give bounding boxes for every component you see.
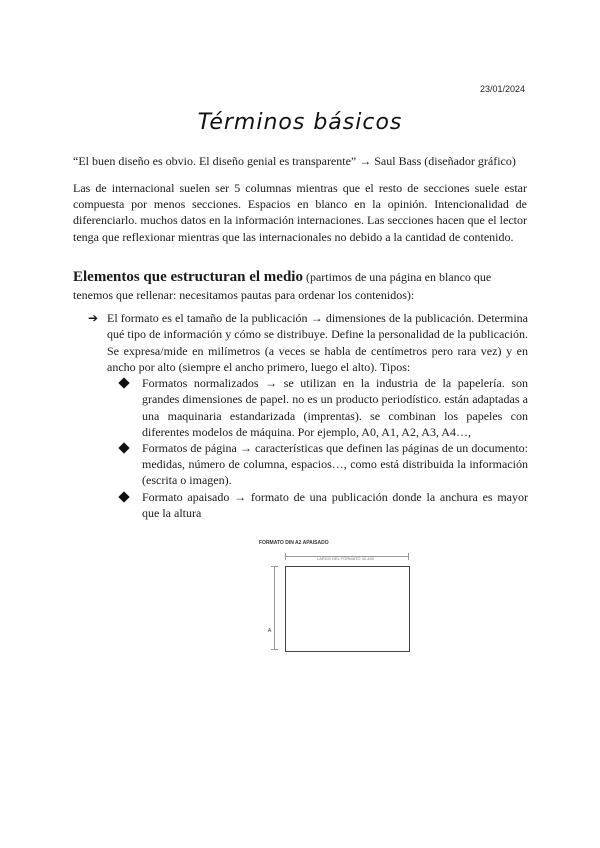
intro-paragraph: Las de internacional suelen ser 5 columnas mientras que el resto de secciones suele estar compuesta por menos secciones. Espacios en blanco en la opinión. Intencionalidad de diferenciarlo. muchos datos en la información internaciones. Las secciones hacen que el lector tenga que reflexionar mientras que las internacionales no debido a la cantidad de contenido. xyxy=(73,181,527,244)
sublist-item-text: Formatos normalizados → se utilizan en la industria de la papelería. son grandes dimensiones de papel. no es un producto periodístico. están adaptadas a una maquinaria estandarizada (imprentas). se combinan los papeles con diferentes modelos de máquina. Por ejemplo, A0, A1, A2, A3, A4…, xyxy=(142,376,528,439)
sublist-item-text: Formato apaisado → formato de una publicación donde la anchura es mayor que la altura xyxy=(142,489,528,520)
format-types-sublist xyxy=(107,375,528,521)
height-dimension-line xyxy=(274,566,275,650)
format-list xyxy=(88,310,528,521)
sublist-item xyxy=(117,489,528,521)
landscape-sheet-rectangle xyxy=(285,566,410,652)
arrow-bullet-icon: ➔ xyxy=(88,311,99,325)
document-date: 23/01/2024 xyxy=(479,84,525,94)
section-heading-title: Elementos que estructuran el medio xyxy=(73,269,303,285)
landscape-format-figure xyxy=(255,536,415,656)
section-heading-description: (partimos de una página en blanco que tenemos que rellenar: necesitamos pautas para ordenar los contenidos): xyxy=(73,270,492,302)
sublist-item-text: Formatos de página → características que definen las páginas de un documento: medidas, número de columna, espacios…, como está distribuida la información (escrita o imagen). xyxy=(142,441,528,488)
section-heading xyxy=(73,268,529,304)
diamond-bullet-icon xyxy=(118,442,129,453)
list-item xyxy=(88,310,528,521)
diamond-bullet-icon xyxy=(118,491,129,502)
sublist-item xyxy=(117,440,528,489)
sublist-item xyxy=(117,375,528,440)
page-title: Términos básicos xyxy=(197,110,403,135)
width-dimension-label: LARGO DEL FORMATO 42-400 xyxy=(317,556,375,561)
list-item-text: El formato es el tamaño de la publicación → dimensiones de la publicación. Determina qué tipo de información y cómo se distribuye. Define la personalidad de la publicación. Se expresa/mide en milímetros (a veces se habla de centímetros pero rara vez) y en ancho por alto (siempre el ancho primero, luego el alto). Tipos: xyxy=(107,311,528,374)
figure-title: FORMATO DIN A2 APAISADO xyxy=(259,540,329,546)
quote-paragraph: “El buen diseño es obvio. El diseño genial es transparente” → Saul Bass (diseñador gráfico) xyxy=(73,154,516,168)
diamond-bullet-icon xyxy=(118,378,129,389)
height-dimension-label: A xyxy=(268,628,272,634)
